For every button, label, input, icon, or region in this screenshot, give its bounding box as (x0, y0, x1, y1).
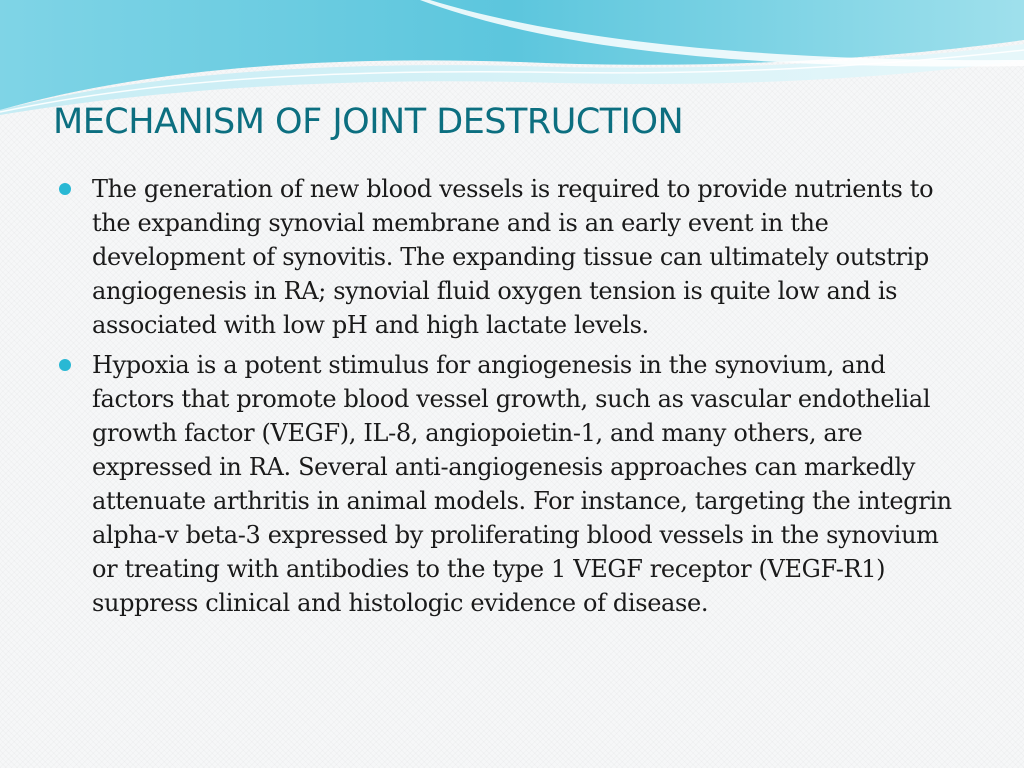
slide-title: MECHANISM OF JOINT DESTRUCTION (53, 102, 684, 142)
bullet-item (56, 172, 956, 342)
decorative-wave-header (0, 0, 1024, 115)
bullet-dot-icon (59, 183, 71, 195)
bullet-text: Hypoxia is a potent stimulus for angiogenesis in the synovium, and factors that promote blood vessel growth, such as vascular endothelial growth factor (VEGF), IL-8, angiopoietin-1, and many others, are expressed in RA. Several anti-angiogenesis approaches can markedly attenuate arthritis in animal models. For instance, targeting the integrin alpha-v beta-3 expressed by proliferating blood vessels in the synovium or treating with antibodies to the type 1 VEGF receptor (VEGF-R1) suppress clinical and histologic evidence of disease. (92, 351, 952, 617)
bullet-list (56, 172, 956, 626)
bullet-dot-icon (59, 359, 71, 371)
bullet-item (56, 348, 956, 620)
bullet-text: The generation of new blood vessels is required to provide nutrients to the expanding synovial membrane and is an early event in the development of synovitis. The expanding tissue can ultimately outstrip angiogenesis in RA; synovial fluid oxygen tension is quite low and is associated with low pH and high lactate levels. (92, 175, 934, 339)
